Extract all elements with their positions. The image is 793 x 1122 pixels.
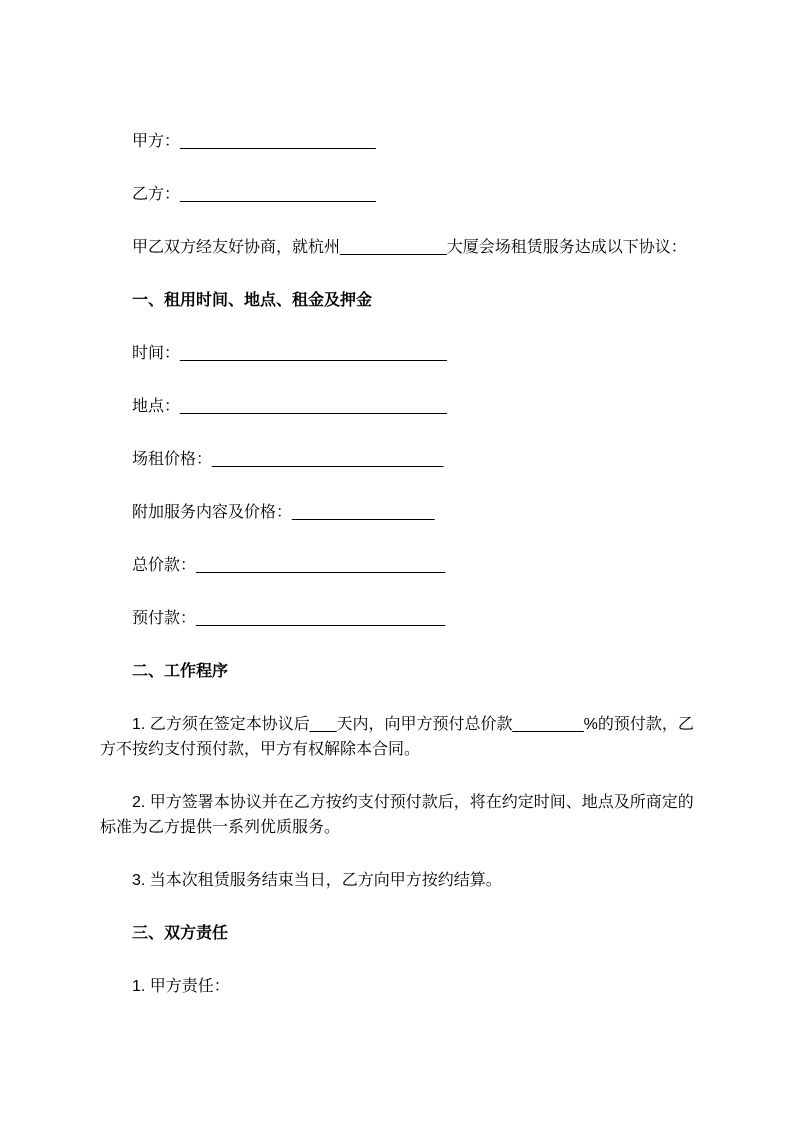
clause-responsibility-party-a-label: 1. 甲方责任： bbox=[132, 978, 230, 995]
field-venue-rent-line: 场租价格：__________________________ bbox=[132, 451, 444, 468]
clause-procedure-2: 2. 甲方签署本协议并在乙方按约支付预付款后，将在约定时间、地点及所商定的标准为乙方提供一系列优质服务。 bbox=[100, 794, 694, 836]
section-3-heading: 三、双方责任 bbox=[132, 925, 229, 942]
field-additional-services-line: 附加服务内容及价格：________________ bbox=[132, 504, 435, 521]
field-party-b-line: 乙方：______________________ bbox=[132, 186, 376, 203]
section-1-heading: 一、租用时间、地点、租金及押金 bbox=[132, 292, 373, 309]
clause-procedure-1: 1. 乙方须在签定本协议后___天内，向甲方预付总价款________%的预付款，乙方不按约支付预付款，甲方有权解除本合同。 bbox=[100, 716, 694, 758]
intro-paragraph: 甲乙双方经友好协商，就杭州____________大厦会场租赁服务达成以下协议： bbox=[132, 239, 687, 256]
clause-procedure-3: 3. 当本次租赁服务结束当日，乙方向甲方按约结算。 bbox=[132, 872, 502, 889]
field-time-line: 时间：______________________________ bbox=[132, 345, 447, 362]
field-location-line: 地点：______________________________ bbox=[132, 398, 447, 415]
field-prepayment-line: 预付款：____________________________ bbox=[132, 610, 446, 627]
field-total-price-line: 总价款：____________________________ bbox=[132, 557, 446, 574]
section-2-heading: 二、工作程序 bbox=[132, 663, 229, 680]
field-party-a-line: 甲方：______________________ bbox=[132, 133, 376, 150]
